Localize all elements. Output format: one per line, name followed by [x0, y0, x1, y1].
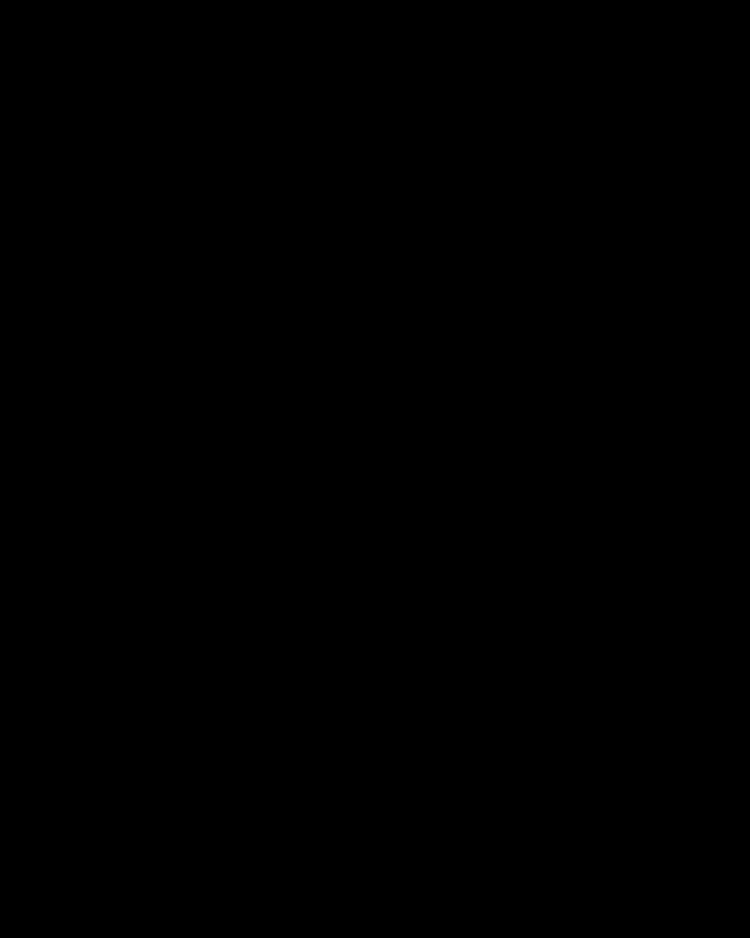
venue-site	[128, 649, 358, 710]
discipline-item	[358, 285, 394, 316]
discipline-item	[358, 437, 394, 468]
bullet-icon	[360, 780, 372, 792]
discipline-item	[358, 573, 394, 604]
bullet-icon	[360, 582, 372, 594]
venue-title	[128, 710, 728, 740]
discipline-list	[358, 649, 394, 710]
venue-site	[128, 740, 358, 801]
discipline-item	[358, 346, 394, 377]
venue-site	[128, 573, 358, 604]
discipline-item	[358, 649, 394, 680]
bullet-icon	[360, 324, 372, 336]
discipline-item	[358, 315, 394, 346]
bullet-icon	[360, 385, 372, 397]
venue-title	[128, 543, 728, 573]
bullet-icon	[360, 355, 372, 367]
venue-laguna-setubal	[128, 224, 728, 468]
discipline-item	[358, 254, 394, 285]
discipline-list	[358, 740, 394, 801]
bullet-icon	[360, 658, 372, 670]
venue-title	[128, 224, 728, 254]
venue-ruta-34	[128, 710, 728, 801]
discipline-item	[358, 680, 394, 711]
decor-arc-bottom-left	[0, 886, 56, 938]
decor-arc-top-left	[0, 70, 100, 172]
discipline-item	[358, 407, 394, 438]
venue-velodromo	[128, 619, 728, 710]
bullet-icon	[360, 294, 372, 306]
bullet-icon	[360, 749, 372, 761]
discipline-list	[358, 254, 394, 468]
discipline-item	[358, 771, 394, 802]
bullet-icon	[360, 446, 372, 458]
discipline-item	[358, 740, 394, 771]
venue-autodromo	[128, 543, 728, 604]
venue-site	[128, 254, 358, 468]
bullet-icon	[360, 263, 372, 275]
discipline-list	[358, 573, 394, 604]
venue-title	[128, 619, 728, 649]
venues-list	[128, 224, 728, 801]
bullet-icon	[360, 689, 372, 701]
bullet-icon	[360, 416, 372, 428]
discipline-item	[358, 376, 394, 407]
